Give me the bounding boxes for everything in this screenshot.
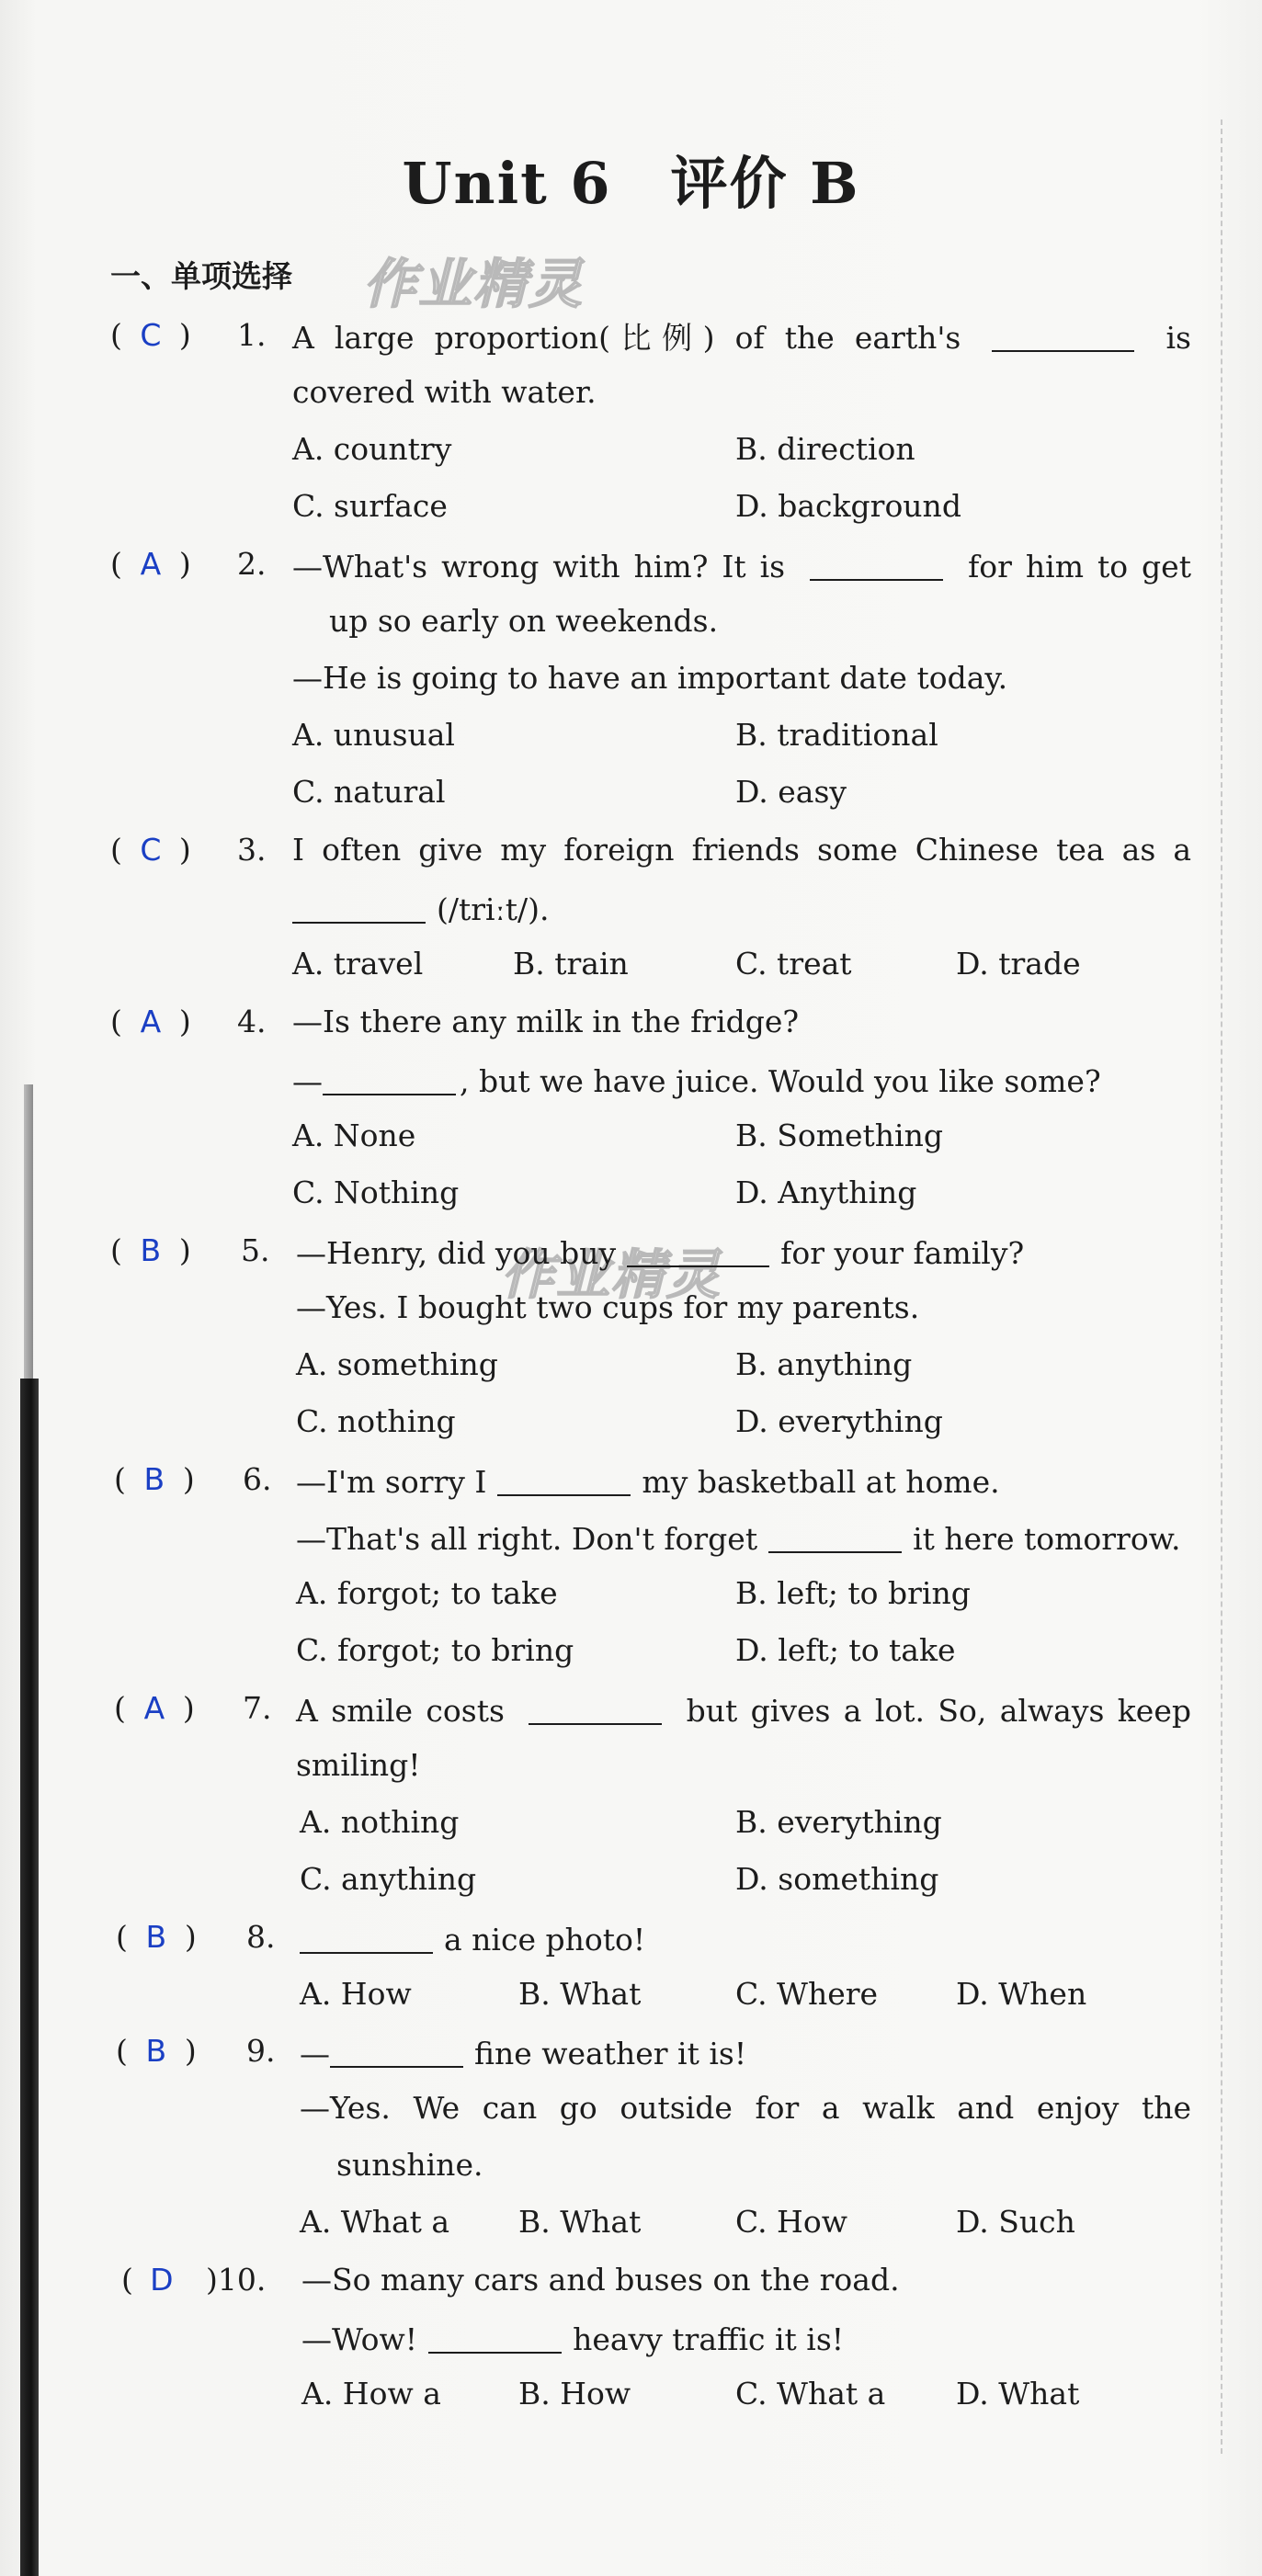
option: D. everything	[735, 1403, 943, 1439]
stem-text: —	[292, 1063, 323, 1100]
option: B. direction	[735, 431, 915, 467]
stem-text: it here tomorrow.	[913, 1521, 1181, 1558]
stem-text: , but we have juice. Would you like some?	[460, 1063, 1101, 1100]
option: D. Such	[956, 2204, 1075, 2240]
question-stem	[296, 1693, 1191, 1730]
answer-bracket: ( B )	[116, 1919, 197, 1955]
option: B. What	[518, 2204, 642, 2240]
answer-blank	[810, 549, 943, 581]
option: A. country	[292, 431, 452, 467]
question-stem	[292, 1063, 1101, 1100]
stem-text: —	[300, 2036, 330, 2072]
answer-blank	[428, 2321, 562, 2354]
stem-text: —That's all right. Don't forget	[296, 1521, 758, 1558]
answer-bracket: ( A )	[110, 546, 191, 582]
question-number: 6.	[243, 1461, 272, 1497]
stem-text: for your family?	[780, 1235, 1025, 1272]
answer-bracket: ( B )	[116, 2033, 197, 2069]
question-stem: smiling!	[296, 1747, 421, 1783]
question-number: 3.	[237, 832, 267, 868]
stem-text: a nice photo!	[444, 1922, 646, 1958]
question-stem: covered with water.	[292, 374, 597, 410]
option: B. Something	[735, 1118, 943, 1153]
option: A. travel	[292, 946, 424, 982]
option: D. something	[735, 1861, 939, 1897]
answer-blank	[992, 320, 1134, 352]
stem-text: is	[1165, 320, 1191, 357]
answer-bracket: ( D	[121, 2264, 190, 2295]
answer-letter: C	[140, 832, 162, 868]
answer-bracket: ( C )	[110, 317, 191, 353]
answer-letter: B	[145, 1919, 167, 1955]
option: A. None	[292, 1118, 416, 1153]
stem-text: heavy traffic it is!	[573, 2321, 845, 2358]
option: A. unusual	[292, 717, 455, 753]
option: C. forgot; to bring	[296, 1632, 574, 1668]
question-stem	[296, 1464, 1000, 1501]
stem-text: (/triːt/).	[437, 891, 550, 928]
page-title: Unit 6 评价 B	[402, 150, 860, 217]
question-number: 2.	[237, 546, 267, 582]
answer-bracket: ( A )	[114, 1690, 195, 1726]
question-stem: —Yes. We can go outside for a walk and enjoy the	[300, 2090, 1191, 2126]
stem-text: —I'm sorry I	[296, 1464, 487, 1501]
answer-letter: A	[140, 546, 162, 582]
section-heading: 一、单项选择	[110, 258, 292, 294]
answer-bracket: ( B )	[114, 1461, 195, 1497]
option: C. surface	[292, 488, 448, 524]
option: C. What a	[735, 2376, 886, 2411]
question-stem	[292, 891, 550, 928]
question-stem: —So many cars and buses on the road.	[301, 2262, 900, 2298]
question-stem	[301, 2321, 845, 2358]
stem-text: A smile costs	[296, 1693, 505, 1730]
question-stem: sunshine.	[336, 2147, 483, 2183]
question-number: 5.	[241, 1232, 270, 1268]
option: C. anything	[300, 1861, 477, 1897]
question-stem	[296, 1521, 1181, 1558]
option: D. background	[735, 488, 961, 524]
answer-blank	[497, 1464, 631, 1496]
margin-line	[1221, 119, 1222, 2454]
answer-bracket: ( A )	[110, 1004, 191, 1039]
answer-blank	[292, 891, 426, 924]
stem-text: for him to get	[968, 549, 1191, 585]
option: A. nothing	[300, 1804, 460, 1840]
answer-blank	[323, 1063, 456, 1095]
answer-blank	[627, 1235, 769, 1267]
stem-text: —What's wrong with him? It is	[292, 549, 786, 585]
answer-blank	[529, 1693, 662, 1725]
option: D. What	[956, 2376, 1080, 2411]
question-stem: —Yes. I bought two cups for my parents.	[296, 1289, 920, 1325]
answer-letter: B	[145, 2033, 167, 2069]
question-stem: I often give my foreign friends some Chinese tea as a	[292, 832, 1191, 868]
option: B. train	[513, 946, 629, 982]
question-stem	[292, 320, 1191, 357]
option: D. trade	[956, 946, 1081, 982]
question-number: 1.	[237, 317, 267, 353]
option: A. forgot; to take	[296, 1575, 558, 1611]
answer-letter: C	[140, 317, 162, 353]
option: B. How	[518, 2376, 631, 2411]
answer-letter: A	[143, 1690, 165, 1726]
question-stem: up so early on weekends.	[329, 603, 719, 639]
option: C. nothing	[296, 1403, 456, 1439]
option: D. Anything	[735, 1175, 917, 1210]
option: B. everything	[735, 1804, 942, 1840]
answer-letter: A	[140, 1004, 162, 1039]
option: B. What	[518, 1976, 642, 2012]
question-number: 4.	[237, 1004, 267, 1039]
stem-text: fine weather it is!	[474, 2036, 747, 2072]
answer-letter: B	[143, 1461, 165, 1497]
stem-text: A large proportion(比例) of the earth's	[292, 320, 961, 357]
option: C. Nothing	[292, 1175, 460, 1210]
answer-bracket: ( B )	[110, 1232, 191, 1268]
option: C. Where	[735, 1976, 879, 2012]
binding-shadow	[24, 1084, 33, 1379]
option: B. traditional	[735, 717, 938, 753]
stem-text: my basketball at home.	[642, 1464, 1000, 1501]
question-stem	[296, 1235, 1025, 1272]
option: B. left; to bring	[735, 1575, 971, 1611]
question-stem: —He is going to have an important date today.	[292, 660, 1008, 696]
answer-letter: D	[150, 2262, 174, 2298]
watermark: 作业精灵	[363, 253, 585, 315]
question-number: 8.	[246, 1919, 276, 1955]
question-number: 7.	[243, 1690, 272, 1726]
question-stem	[292, 549, 1191, 585]
option: D. left; to take	[735, 1632, 956, 1668]
option: A. What a	[300, 2204, 450, 2240]
stem-text: but gives a lot. So, always keep	[686, 1693, 1191, 1730]
watermark: 作业精灵	[501, 1243, 722, 1306]
option: B. anything	[735, 1346, 913, 1382]
answer-blank	[330, 2036, 463, 2068]
answer-letter: B	[140, 1232, 162, 1268]
question-stem: —Is there any milk in the fridge?	[292, 1004, 800, 1039]
option: D. easy	[735, 774, 847, 810]
question-stem	[300, 2036, 747, 2072]
option: D. When	[956, 1976, 1087, 2012]
answer-blank	[768, 1521, 902, 1553]
binding-edge	[20, 1379, 39, 2576]
option: A. How a	[301, 2376, 441, 2411]
question-number: )10.	[206, 2262, 267, 2298]
question-number: 9.	[246, 2033, 276, 2069]
answer-blank	[300, 1922, 433, 1954]
question-stem	[300, 1922, 646, 1958]
answer-bracket: ( C )	[110, 832, 191, 868]
option: A. How	[300, 1976, 412, 2012]
option: C. How	[735, 2204, 847, 2240]
stem-text: —Wow!	[301, 2321, 418, 2358]
option: A. something	[296, 1346, 498, 1382]
option: C. natural	[292, 774, 446, 810]
option: C. treat	[735, 946, 852, 982]
stem-text: —Henry, did you buy	[296, 1235, 617, 1272]
